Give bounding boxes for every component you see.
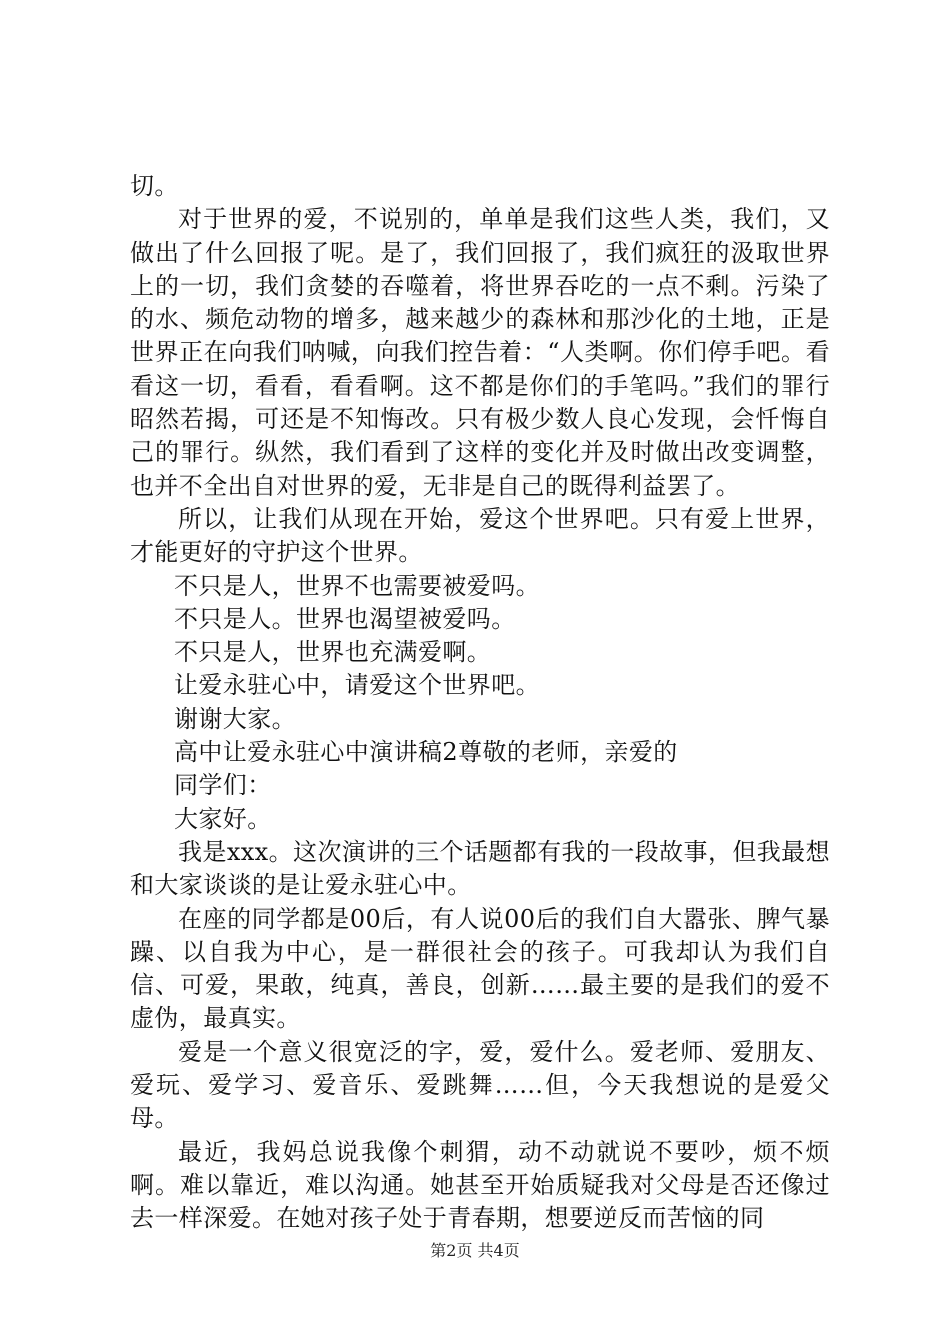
paragraph-7: 让爱永驻心中，请爱这个世界吧。	[174, 671, 540, 700]
paragraph-9: 高中让爱永驻心中演讲稿2尊敬的老师，亲爱的	[174, 738, 678, 767]
paragraph-12: 我是xxx。这次演讲的三个话题都有我的一段故事，但我最想和大家谈谈的是让爱永驻心中。	[130, 837, 830, 900]
paragraph-15: 最近，我妈总说我像个刺猬，动不动就说不要吵，烦不烦啊。难以靠近，难以沟通。她甚至开始质疑我对父母是否还像过去一样深爱。在她对孩子处于青春期，想要逆反而苦恼的同	[130, 1137, 830, 1233]
paragraph-3: 所以，让我们从现在开始，爱这个世界吧。只有爱上世界，才能更好的守护这个世界。	[130, 504, 830, 567]
paragraph-14: 爱是一个意义很宽泛的字，爱，爱什么。爱老师、爱朋友、爱玩、爱学习、爱音乐、爱跳舞……但，今天我想说的是爱父母。	[130, 1037, 830, 1133]
paragraph-13: 在座的同学都是00后，有人说00后的我们自大嚣张、脾气暴躁、以自我为中心，是一群很社会的孩子。可我却认为我们自信、可爱，果敢，纯真，善良，创新……最主要的是我们的爱不虚伪，最真实。	[130, 904, 830, 1033]
paragraph-6: 不只是人，世界也充满爱啊。	[174, 638, 492, 667]
paragraph-11: 大家好。	[174, 804, 272, 833]
paragraph-2: 对于世界的爱，不说别的，单单是我们这些人类，我们，又做出了什么回报了呢。是了，我们回报了，我们疯狂的汲取世界上的一切，我们贪婪的吞噬着，将世界吞吃的一点不剩。污染了的水、频危动物的增多，越来越少的森林和那沙化的土地，正是世界正在向我们呐喊，向我们控告着：“人类啊。你们停手吧。看看这一切，看看，看看啊。这不都是你们的手笔吗。”我们的罪行昭然若揭，可还是不知悔改。只有极少数人良心发现，会忏悔自己的罪行。纵然，我们看到了这样的变化并及时做出改变调整，也并不全出自对世界的爱，无非是自己的既得利益罢了。	[130, 205, 830, 500]
paragraph-1: 切。	[130, 172, 179, 200]
page-footer	[0, 1241, 950, 1261]
paragraph-10: 同学们：	[174, 771, 272, 800]
paragraph-8: 谢谢大家。	[174, 704, 296, 733]
document-body	[130, 170, 830, 1236]
paragraph-4: 不只是人，世界不也需要被爱吗。	[174, 571, 540, 600]
paragraph-5: 不只是人。世界也渴望被爱吗。	[174, 604, 516, 633]
page-number: 第2页 共4页	[430, 1241, 520, 1260]
